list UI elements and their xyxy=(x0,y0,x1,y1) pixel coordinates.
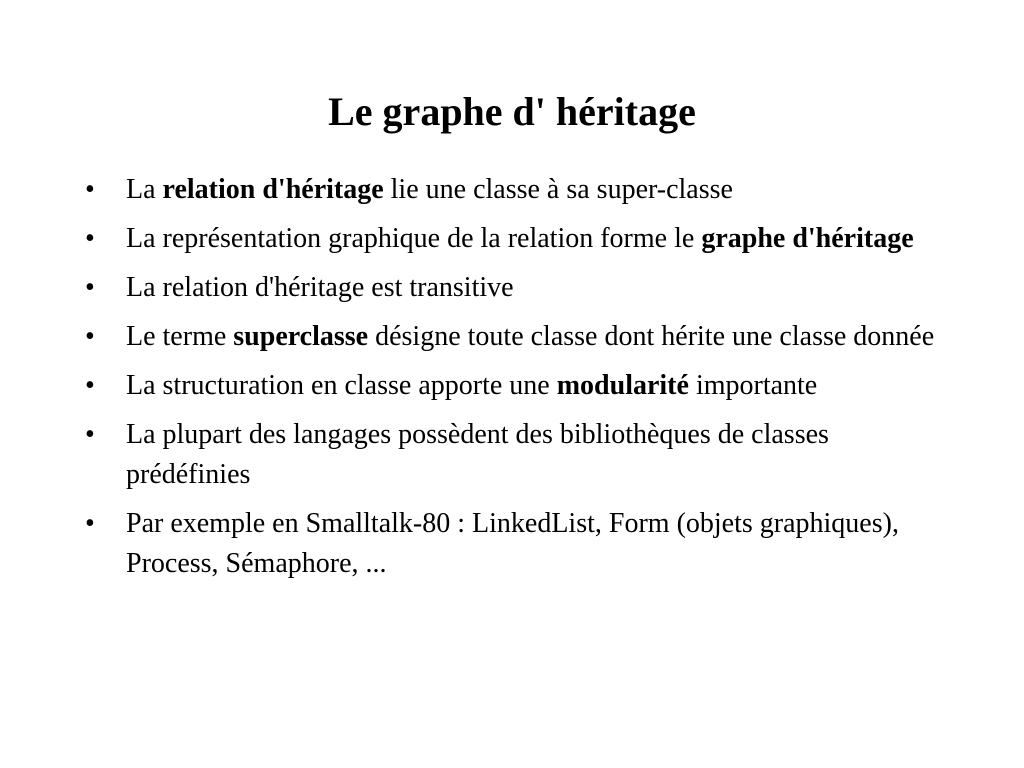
bullet-item xyxy=(82,415,942,495)
bullet-text xyxy=(126,321,934,352)
bullet-emphasis: superclasse xyxy=(233,321,369,352)
bullet-dot-icon: • xyxy=(85,223,95,254)
bullet-segment: La plupart des langages possèdent des bibliothèques de classes prédéfinies xyxy=(126,419,829,490)
bullet-item xyxy=(82,219,942,259)
bullet-emphasis: relation d'héritage xyxy=(162,174,384,205)
bullet-segment: lie une classe à sa super-classe xyxy=(383,174,733,205)
bullet-text xyxy=(126,508,899,579)
bullet-text xyxy=(126,223,914,254)
bullet-text xyxy=(126,419,829,490)
bullet-segment: La représentation graphique de la relation forme le xyxy=(126,223,702,254)
bullet-text xyxy=(126,370,817,401)
bullet-dot-icon: • xyxy=(85,370,95,401)
bullet-dot-icon: • xyxy=(85,272,95,303)
bullet-item xyxy=(82,268,942,308)
bullet-segment: désigne toute classe dont hérite une classe donnée xyxy=(368,321,935,352)
bullet-segment: La structuration en classe apporte une xyxy=(126,370,557,401)
bullet-text xyxy=(126,272,514,303)
bullet-dot-icon: • xyxy=(85,419,95,450)
bullet-list xyxy=(82,170,942,593)
bullet-segment: importante xyxy=(688,370,818,401)
bullet-item xyxy=(82,317,942,357)
bullet-segment: La relation d'héritage est transitive xyxy=(126,272,514,303)
bullet-emphasis: graphe d'héritage xyxy=(701,223,914,254)
bullet-dot-icon: • xyxy=(85,174,95,205)
bullet-item xyxy=(82,170,942,210)
bullet-segment: La xyxy=(126,174,163,205)
bullet-dot-icon: • xyxy=(85,508,95,539)
bullet-segment: Le terme xyxy=(126,321,234,352)
slide-title: Le graphe d' héritage xyxy=(328,89,696,134)
bullet-dot-icon: • xyxy=(85,321,95,352)
bullet-text xyxy=(126,174,733,205)
bullet-segment: Par exemple en Smalltalk-80 : LinkedList, Form (objets graphiques), Process, Sémaphore, ... xyxy=(126,508,899,579)
bullet-item xyxy=(82,504,942,584)
bullet-item xyxy=(82,366,942,406)
bullet-emphasis: modularité xyxy=(556,370,689,401)
